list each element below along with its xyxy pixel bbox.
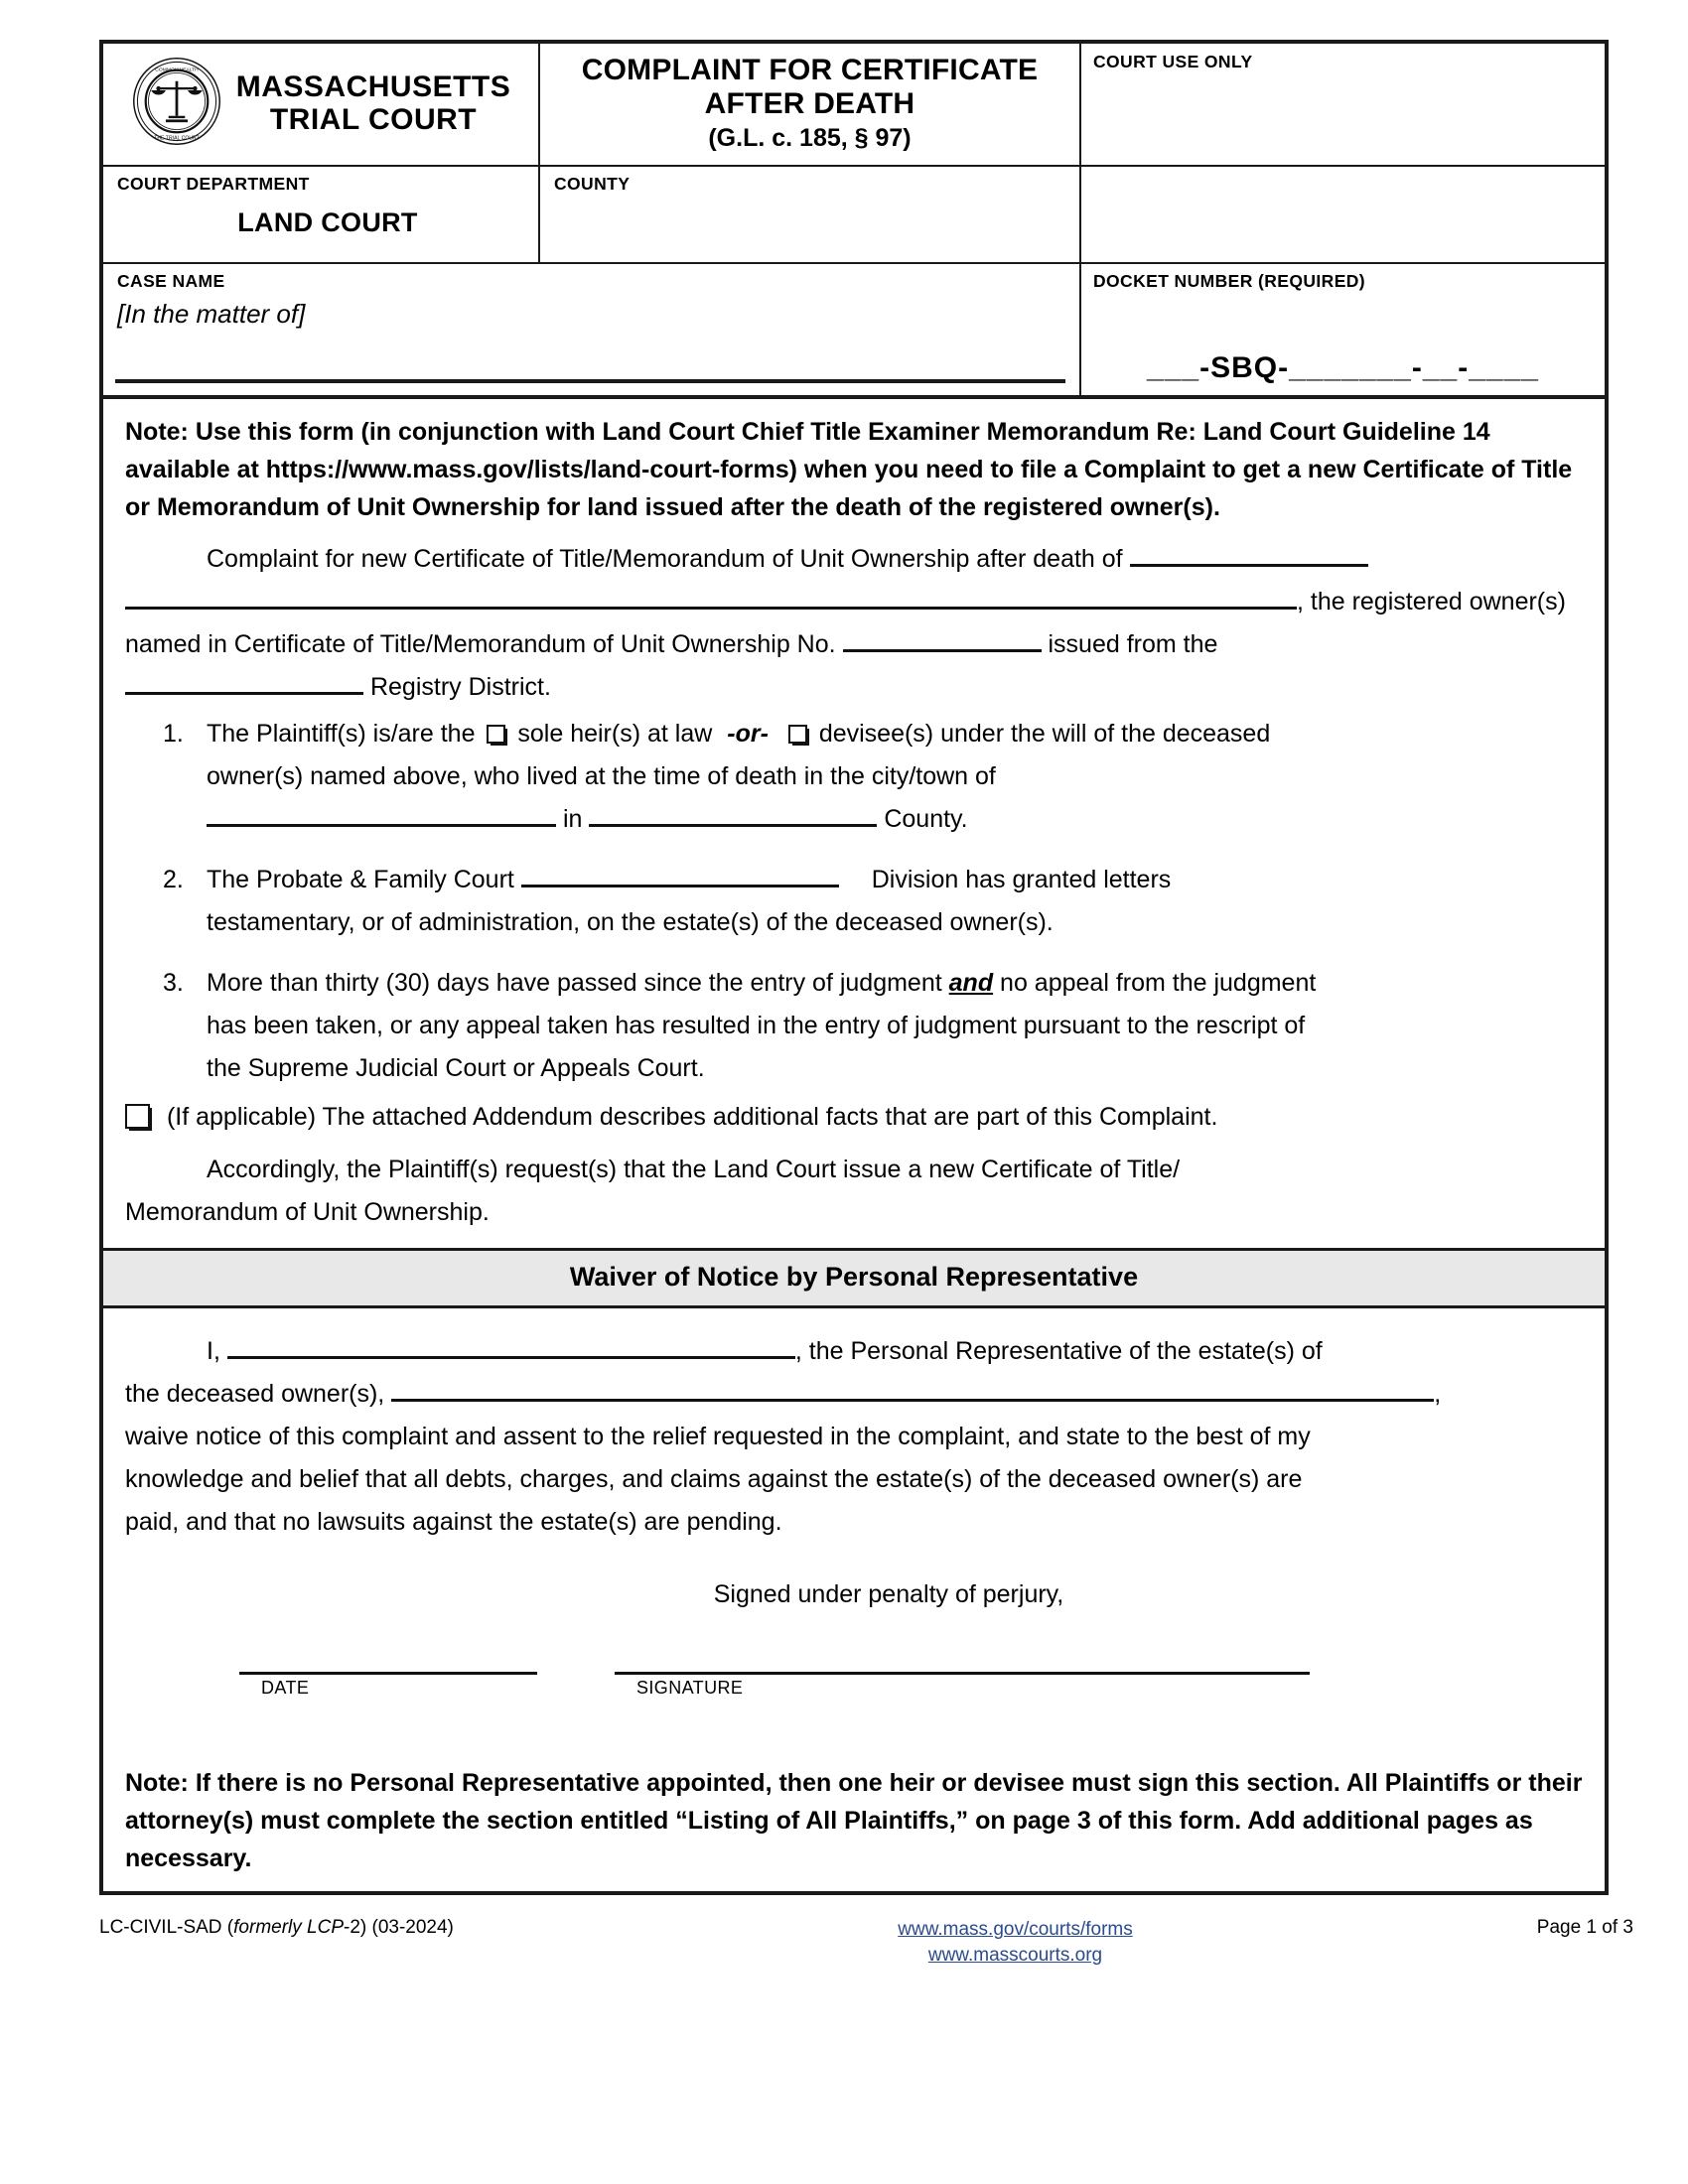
- signature-field-group: [615, 1672, 1310, 1699]
- devisee-label: devisee(s) under the will of the deceased: [818, 720, 1271, 749]
- header-row-case: [103, 264, 1605, 399]
- list-item: [125, 713, 1583, 841]
- svg-text:THE TRIAL COURT: THE TRIAL COURT: [153, 135, 200, 142]
- waiver-final-note: Note: If there is no Personal Representative appointed, then one heir or devisee must sign this section. All Plaintiffs or their attorney(s) must complete the section entitled “Listing of All Plaintiffs,” on page 3 of this form. Add additional pages as necessary.: [125, 1769, 1583, 1873]
- header-row-identity: [103, 44, 1605, 167]
- item-3-text-b: no appeal from the judgment: [1000, 969, 1317, 998]
- waiver-line1: [125, 1330, 1583, 1373]
- registry-district-field[interactable]: [125, 692, 363, 695]
- devisee-checkbox[interactable]: [788, 725, 807, 744]
- deceased-owner-field-2[interactable]: [125, 607, 1297, 610]
- waiver-text-c: the deceased owner(s),: [125, 1380, 385, 1409]
- probate-division-field[interactable]: [521, 885, 839, 887]
- signed-under-penalty-text: Signed under penalty of perjury,: [713, 1580, 1064, 1609]
- case-name-cell[interactable]: [103, 264, 1081, 395]
- item-2-text-c: testamentary, or of administration, on the estate(s) of the deceased owner(s).: [207, 908, 1054, 937]
- item-1-line3: [207, 798, 1583, 841]
- form-title-line1: COMPLAINT FOR CERTIFICATE: [581, 54, 1039, 86]
- complaint-intro-text-c: named in Certificate of Title/Memorandum of Unit Ownership No.: [125, 630, 836, 659]
- waiver-line4: knowledge and belief that all debts, charges, and claims against the estate(s) of the deceased owner(s) are: [125, 1465, 1303, 1494]
- waiver-text-d: ,: [1434, 1380, 1442, 1409]
- form-title-line2: AFTER DEATH: [704, 87, 915, 121]
- waiver-text-a: I,: [207, 1337, 220, 1366]
- waiver-text-b: , the Personal Representative of the estate(s) of: [794, 1337, 1323, 1366]
- page-footer: [99, 1917, 1633, 1968]
- waiver-line2: [125, 1373, 1583, 1416]
- item-3-text-c: has been taken, or any appeal taken has resulted in the entry of judgment pursuant to the rescript of: [207, 1012, 1306, 1040]
- waiver-line5: paid, and that no lawsuits against the estate(s) are pending.: [125, 1508, 782, 1537]
- complaint-intro-line2: [125, 581, 1583, 623]
- docket-number-cell[interactable]: [1081, 264, 1605, 395]
- case-name-label: CASE NAME: [117, 271, 225, 292]
- personal-representative-name-field[interactable]: [227, 1356, 795, 1359]
- complaint-intro-line1: [125, 538, 1583, 581]
- form-frame: [99, 40, 1609, 1895]
- accordingly-line1: Accordingly, the Plaintiff(s) request(s) that the Land Court issue a new Certificate of Title/: [207, 1156, 1181, 1184]
- form-title-statute: (G.L. c. 185, § 97): [708, 124, 912, 153]
- complaint-intro-text-d: issued from the: [1048, 630, 1218, 659]
- complaint-items-list: [125, 713, 1583, 1090]
- court-department-cell[interactable]: [103, 167, 540, 262]
- court-identity-cell: [103, 44, 540, 165]
- item-1-text-a: The Plaintiff(s) is/are the: [207, 720, 476, 749]
- signature-row: [125, 1672, 1583, 1699]
- date-label: DATE: [261, 1678, 310, 1699]
- addendum-label: (If applicable) The attached Addendum describes additional facts that are part of this Complaint.: [166, 1103, 1218, 1132]
- court-department-value: LAND COURT: [237, 207, 418, 238]
- list-item: [125, 859, 1583, 944]
- item-1-text-c: in: [562, 805, 583, 834]
- addendum-checkbox[interactable]: [125, 1104, 150, 1129]
- svg-text:COMMONWEALTH: COMMONWEALTH: [155, 68, 199, 73]
- county-label: COUNTY: [554, 174, 631, 195]
- county-cell[interactable]: [540, 167, 1081, 262]
- list-item: [125, 962, 1583, 1090]
- complaint-intro-line4: [125, 666, 1583, 709]
- item-1-number: 1.: [163, 720, 184, 749]
- form-note-paragraph: Note: Use this form (in conjunction with Land Court Chief Title Examiner Memorandum Re: Land Court Guideline 14 available at https://www.mass.gov/lists/land-court-forms) when you need to file a Complaint to get a new Certificate of Title or Memorandum of Unit Ownership for land issued after the death of the registered owner(s).: [125, 418, 1573, 522]
- waiver-line3: waive notice of this complaint and assent to the relief requested in the complaint, and state to the best of my: [125, 1423, 1311, 1451]
- court-name-line1: MASSACHUSETTS: [235, 69, 511, 103]
- waiver-section-header: Waiver of Notice by Personal Representative: [103, 1248, 1605, 1308]
- form-id-prefix: LC-CIVIL-SAD (: [99, 1917, 234, 1939]
- signature-label: SIGNATURE: [636, 1678, 744, 1699]
- court-use-only-cell: [1081, 44, 1605, 165]
- complaint-body: [103, 399, 1605, 1248]
- complaint-intro-line3: [125, 623, 1583, 666]
- item-1-text-d: County.: [884, 805, 968, 834]
- form-title-cell: [540, 44, 1081, 165]
- item-3-text-a: More than thirty (30) days have passed since the entry of judgment: [207, 969, 942, 998]
- item-3-emphasis: and: [948, 969, 994, 998]
- court-name-line2: TRIAL COURT: [269, 103, 478, 137]
- form-identifier: [99, 1917, 655, 1939]
- deceased-owners-field[interactable]: [391, 1399, 1434, 1402]
- sole-heir-label: sole heir(s) at law: [517, 720, 713, 749]
- docket-number-label: DOCKET NUMBER (REQUIRED): [1093, 271, 1366, 292]
- certificate-number-field[interactable]: [843, 649, 1042, 652]
- item-2-text-b: Division has granted letters: [871, 866, 1172, 894]
- case-name-value: [In the matter of]: [117, 299, 306, 330]
- header-row-department: [103, 167, 1605, 264]
- court-department-label: COURT DEPARTMENT: [117, 174, 310, 195]
- waiver-body: [103, 1308, 1605, 1891]
- page-number: Page 1 of 3: [1536, 1917, 1633, 1939]
- item-3-number: 3.: [163, 969, 184, 998]
- accordingly-line2: Memorandum of Unit Ownership.: [125, 1198, 490, 1227]
- mass-gov-forms-link[interactable]: www.mass.gov/courts/forms: [898, 1919, 1133, 1941]
- sole-heir-checkbox[interactable]: [487, 725, 505, 744]
- massachusetts-trial-court-seal-icon: [131, 56, 222, 152]
- item-2-text-a: The Probate & Family Court: [207, 866, 514, 894]
- city-town-field[interactable]: [207, 824, 556, 827]
- complaint-intro-text-e: Registry District.: [369, 673, 551, 702]
- masscourts-link[interactable]: www.masscourts.org: [927, 1945, 1103, 1967]
- court-use-only-cell-continued: [1081, 167, 1605, 262]
- case-name-rule: [115, 379, 1065, 383]
- footer-links: [655, 1917, 1375, 1968]
- addendum-row: [125, 1096, 1583, 1139]
- item-2-number: 2.: [163, 866, 184, 894]
- form-id-former: formerly LCP: [233, 1917, 344, 1939]
- complaint-intro-text-b: , the registered owner(s): [1297, 588, 1566, 616]
- or-separator-label: -or-: [727, 720, 769, 749]
- docket-number-value: ___-SBQ-_______-__-____: [1147, 351, 1539, 385]
- court-name: [236, 70, 511, 137]
- county-of-residence-field[interactable]: [589, 824, 877, 827]
- item-3-text-d: the Supreme Judicial Court or Appeals Court.: [207, 1054, 705, 1083]
- complaint-intro-text-a: Complaint for new Certificate of Title/Memorandum of Unit Ownership after death of: [207, 545, 1123, 574]
- court-use-only-label: COURT USE ONLY: [1093, 52, 1253, 71]
- date-field-group: [239, 1672, 537, 1699]
- deceased-owner-field-1[interactable]: [1130, 564, 1368, 567]
- form-id-suffix: -2) (03-2024): [344, 1917, 454, 1939]
- item-1-text-b: owner(s) named above, who lived at the time of death in the city/town of: [207, 762, 996, 791]
